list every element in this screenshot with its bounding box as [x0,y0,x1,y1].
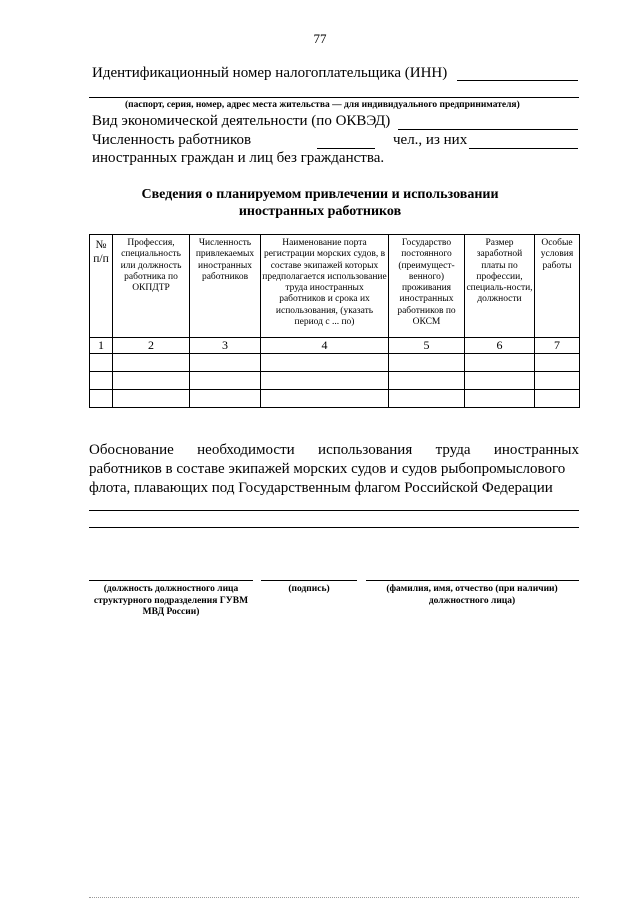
table-cell[interactable] [261,354,389,372]
table-cell[interactable] [113,390,190,408]
justification-word: труда [435,442,471,458]
col-header-count: Численность привлекаемых иностранных работников [190,235,261,338]
table-cell[interactable] [261,390,389,408]
table-cell[interactable] [465,390,535,408]
table-cell[interactable] [465,354,535,372]
table-number-row [90,338,580,354]
workers-unit: чел., из них [393,132,468,148]
justification-word: Обоснование [89,442,174,458]
col-number: 7 [535,338,580,354]
workers-count-line [317,148,375,149]
footer-divider [89,897,579,898]
okved-field-line [398,129,578,130]
table-row [90,354,580,372]
position-caption: (должность должностного лица структурного подразделения ГУВМ МВД России) [93,584,249,617]
passport-caption: (паспорт, серия, номер, адрес места жительства — для индивидуального предпринимателя) [125,100,520,110]
table-cell[interactable] [389,354,465,372]
workers-label: Численность работников [92,132,252,148]
col-header-country: Государство постоянного (преимущест-венного) проживания иностранных работников по ОКСМ [389,235,465,338]
section-title-line-2: иностранных работников [238,204,402,219]
signature-line [261,580,357,581]
table-cell[interactable] [90,372,113,390]
inn-label: Идентификационный номер налогоплательщика (ИНН) [92,65,448,81]
justification-word: иностранных [493,442,579,458]
justification-field-line [89,527,579,528]
table-cell[interactable] [389,372,465,390]
inn-field-line [457,80,578,81]
position-signature-line [89,580,253,581]
col-header-conditions: Особые условия работы [535,235,580,338]
table-cell[interactable] [535,372,580,390]
col-number: 6 [465,338,535,354]
table-cell[interactable] [261,372,389,390]
table-row [90,372,580,390]
justification-line-1 [89,440,579,460]
col-number: 3 [190,338,261,354]
table-cell[interactable] [535,354,580,372]
col-header-profession: Профессия, специальность или должность работника по ОКПДТР [113,235,190,338]
justification-word: необходимости [197,442,295,458]
passport-field-line [89,97,579,98]
workers-table [89,234,580,408]
okved-label: Вид экономической деятельности (по ОКВЭД) [92,113,391,129]
table-cell[interactable] [465,372,535,390]
table-cell[interactable] [389,390,465,408]
justification-word: использования [318,442,413,458]
col-number: 4 [261,338,389,354]
col-header-salary: Размер заработной платы по профессии, специаль-ности, должности [465,235,535,338]
section-title [0,186,640,220]
col-number: 1 [90,338,113,354]
signature-caption: (подпись) [288,584,330,594]
col-header-number: № п/п [90,235,113,338]
page-number: 77 [313,31,327,46]
col-number: 5 [389,338,465,354]
table-header-row [90,235,580,338]
section-title-line-1: Сведения о планируемом привлечении и использовании [141,187,499,202]
foreigners-label: иностранных граждан и лиц без гражданства. [92,150,385,166]
table-cell[interactable] [90,390,113,408]
col-number: 2 [113,338,190,354]
table-cell[interactable] [113,354,190,372]
name-signature-line [366,580,579,581]
col-header-port: Наименование порта регистрации морских судов, в составе экипажей которых предполагается использование труда иностранных работников и срока их использования, (указать период с ... по) [261,235,389,338]
table-row [90,390,580,408]
table-cell[interactable] [90,354,113,372]
table-cell[interactable] [190,372,261,390]
foreign-count-line [469,148,578,149]
justification-line-3: флота, плавающих под Государственным флагом Российской Федерации [89,480,553,496]
justification-line-2: работников в составе экипажей морских судов и судов рыбопромыслового [89,461,566,477]
name-caption: (фамилия, имя, отчество (при наличии) должностного лица) [386,584,558,606]
table-cell[interactable] [190,354,261,372]
table-cell[interactable] [190,390,261,408]
table-cell[interactable] [535,390,580,408]
justification-field-line [89,510,579,511]
table-cell[interactable] [113,372,190,390]
